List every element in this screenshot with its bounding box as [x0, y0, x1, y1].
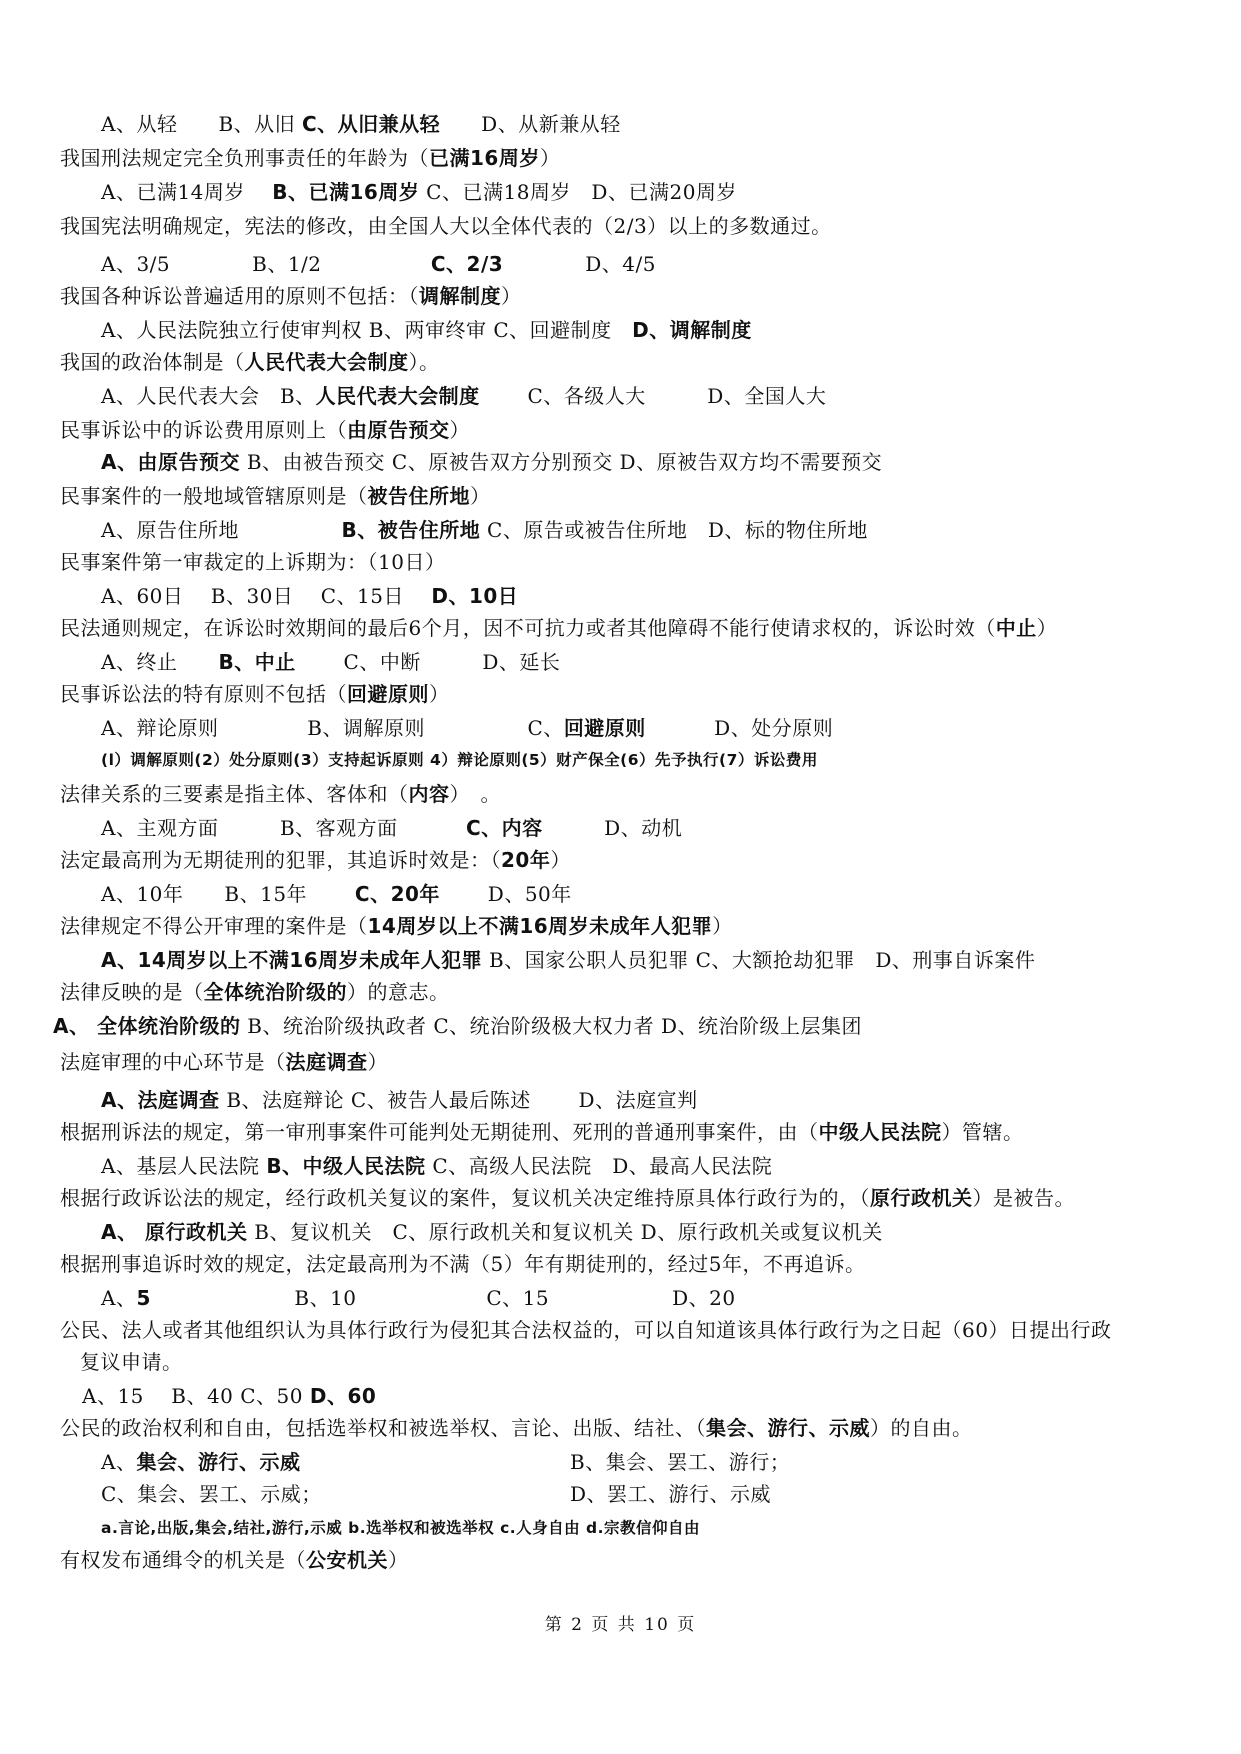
answer-text: C、从旧兼从轻 [302, 112, 441, 136]
text-segment: A、主观方面 B、客观方面 [101, 816, 466, 840]
text-segment: 民事案件第一审裁定的上诉期为：（ [60, 550, 378, 574]
text-segment: 我国的政治体制是（ [60, 350, 245, 374]
answer-text: D、10日 [431, 584, 519, 608]
answer-text: 回避原则 [563, 716, 646, 740]
text-line [101, 748, 818, 772]
text-line [60, 284, 522, 308]
text-segment: ） [470, 484, 491, 508]
answer-text: 公安机关 [306, 1548, 388, 1572]
text-segment: D、处分原则 [645, 716, 834, 740]
answer-text: D、调解制度 [632, 318, 752, 342]
text-line [60, 782, 501, 806]
text-segment: C、中断 D、延长 [295, 650, 561, 674]
text-line [60, 1252, 865, 1276]
text-line [60, 146, 560, 170]
text-line [60, 1120, 1024, 1144]
text-segment: C、高级人民法院 D、最高人民法院 [425, 1154, 773, 1178]
text-line [101, 716, 833, 740]
answer-text: B、已满16周岁 [272, 180, 420, 204]
text-line [101, 1220, 883, 1244]
answer-text: 法庭调查 [285, 1050, 368, 1074]
text-line [101, 1516, 700, 1540]
text-segment: 我国宪法明确规定，宪法的修改，由全国人大以全体代表的（2/3）以上的多数通过。 [60, 214, 832, 238]
text-segment: A、人民法院独立行使审判权 B、两审终审 C、回避制度 [101, 318, 633, 342]
text-line [60, 848, 571, 872]
text-line [101, 318, 752, 342]
text-segment: A、已满14周岁 [101, 180, 273, 204]
text-segment: 复议申请。 [80, 1350, 183, 1374]
answer-text: A、 全体统治阶级的 [53, 1014, 241, 1038]
answer-text: 20年 [501, 848, 551, 872]
text-line [60, 550, 445, 574]
text-line [101, 1088, 698, 1112]
answer-text: (l）调解原则(2）处分原则(3）支持起诉原则 4）辩论原则(5）财产保全(6）先予执行(7）诉讼费用 [101, 751, 818, 769]
text-line [60, 214, 832, 238]
text-segment: B、复议机关 C、原行政机关和复议机关 D、原行政机关或复议机关 [247, 1220, 883, 1244]
answer-text: 集会、游行、示威 [136, 1450, 301, 1474]
text-segment: ）管辖。 [941, 1120, 1024, 1144]
answer-text: 全体统治阶级的 [203, 980, 347, 1004]
text-segment: A、从轻 B、从旧 [101, 112, 302, 136]
text-segment: A、60日 B、30日 C、15日 [101, 584, 432, 608]
text-line [101, 180, 737, 204]
text-line [60, 484, 491, 508]
text-line [101, 384, 826, 408]
answer-text: C、20年 [354, 882, 440, 906]
text-segment: A、10年 B、15年 [101, 882, 355, 906]
text-segment: B、10 C、15 D、20 [150, 1286, 736, 1310]
answer-text: A、14周岁以上不满16周岁未成年人犯罪 [101, 948, 483, 972]
text-segment: B、国家公职人员犯罪 C、大额抢劫犯罪 D、刑事自诉案件 [482, 948, 1036, 972]
text-segment: ） 。 [449, 782, 501, 806]
answer-text: a.言论,出版,集会,结社,游行,示威 b.选举权和被选举权 c.人身自由 d.宗教信仰自由 [101, 1519, 701, 1537]
text-segment: A、基层人民法院 [101, 1154, 267, 1178]
answer-text: C、内容 [466, 816, 543, 840]
text-segment: B、统治阶级执政者 C、统治阶级极大权力者 D、统治阶级上层集团 [240, 1014, 863, 1038]
text-segment: A、终止 [101, 650, 219, 674]
answer-text: 14周岁以上不满16周岁未成年人犯罪 [367, 914, 713, 938]
text-segment: 我国刑法规定完全负刑事责任的年龄为（ [60, 146, 429, 170]
answer-text: B、中级人民法院 [266, 1154, 426, 1178]
text-segment: 根据刑事追诉时效的规定，法定最高刑为不满（5）年有期徒刑的，经过5年，不再追诉。 [60, 1252, 866, 1276]
answer-text: 人民代表大会制度 [315, 384, 480, 408]
text-segment: 法律反映的是（ [60, 980, 204, 1004]
text-segment: A、3/5 B、1/2 [101, 252, 431, 276]
text-line [82, 1384, 376, 1408]
answer-text: B、被告住所地 [341, 518, 481, 542]
text-line [101, 518, 868, 542]
answer-text: 回避原则 [347, 682, 429, 706]
text-segment: C、各级人大 D、全国人大 [479, 384, 827, 408]
text-line [101, 816, 682, 840]
text-segment: ）。 [408, 350, 440, 374]
text-line [101, 948, 1035, 972]
text-segment: 根据行政诉讼法的规定，经行政机关复议的案件，复议机关决定维持原具体行政行为的，（ [60, 1186, 870, 1210]
text-line [101, 1450, 300, 1474]
text-segment: 民事诉讼法的特有原则不包括（ [60, 682, 347, 706]
text-segment: D、罢工、游行、示威 [570, 1482, 772, 1506]
text-line [101, 1482, 322, 1506]
text-segment: D、50年 [439, 882, 572, 906]
text-line [60, 350, 440, 374]
answer-text: 人民代表大会制度 [244, 350, 409, 374]
text-line [570, 1482, 771, 1506]
text-segment: 民事诉讼中的诉讼费用原则上（ [60, 418, 347, 442]
answer-text: D、60 [309, 1384, 377, 1408]
text-line [60, 682, 450, 706]
text-segment: 法庭审理的中心环节是（ [60, 1050, 286, 1074]
text-segment: A、 [101, 1450, 137, 1474]
text-segment: 公民、法人或者其他组织认为具体行政行为侵犯其合法权益的，可以自知道该具体行政行为之日起（60）日提出行政 [60, 1318, 1112, 1342]
text-line [570, 1450, 790, 1474]
text-line [60, 1050, 388, 1074]
text-segment: C、已满18周岁 D、已满20周岁 [419, 180, 737, 204]
page-footer: 第 2 页 共 10 页 [544, 1615, 697, 1635]
text-segment: 我国各种诉讼普遍适用的原则不包括：（ [60, 284, 419, 308]
text-segment: B、集会、罢工、游行； [570, 1450, 791, 1474]
text-segment: 有权发布通缉令的机关是（ [60, 1548, 306, 1572]
text-line [101, 252, 656, 276]
text-line [60, 1318, 1111, 1342]
text-segment: A、15 B、40 C、50 [82, 1384, 310, 1408]
answer-text: 被告住所地 [367, 484, 470, 508]
text-segment: ） [429, 682, 450, 706]
text-segment: ） [501, 284, 522, 308]
text-segment: ）的意志。 [347, 980, 450, 1004]
text-line [60, 914, 733, 938]
text-segment: 法律规定不得公开审理的案件是（ [60, 914, 368, 938]
text-segment: C、原告或被告住所地 D、标的物住所地 [480, 518, 868, 542]
text-segment: ） [1036, 616, 1058, 640]
text-segment: 民法通则规定，在诉讼时效期间的最后6个月，因不可抗力或者其他障碍不能行使请求权的，诉讼时效（ [60, 616, 996, 640]
answer-text: 中级人民法院 [818, 1120, 942, 1144]
answer-text: A、法庭调查 [101, 1088, 220, 1112]
text-segment: 民事案件的一般地域管辖原则是（ [60, 484, 368, 508]
text-line [101, 882, 572, 906]
text-segment: 法律关系的三要素是指主体、客体和（ [60, 782, 409, 806]
text-segment: ）是被告。 [972, 1186, 1075, 1210]
text-line [60, 418, 470, 442]
text-segment: ）的自由。 [870, 1416, 973, 1440]
text-segment: D、从新兼从轻 [440, 112, 621, 136]
answer-text: A、 原行政机关 [101, 1220, 248, 1244]
answer-text: 内容 [408, 782, 450, 806]
text-segment: D、4/5 [503, 252, 656, 276]
text-segment: A、 [101, 1286, 137, 1310]
answer-text: B、中止 [218, 650, 296, 674]
text-line [101, 450, 882, 474]
answer-text: 原行政机关 [870, 1186, 973, 1210]
answer-text: A、由原告预交 [101, 450, 240, 474]
text-segment: A、人民代表大会 B、 [101, 384, 316, 408]
answer-text: 5 [136, 1286, 151, 1310]
text-segment: ） [539, 146, 561, 170]
answer-text: 调解制度 [419, 284, 501, 308]
answer-text: 由原告预交 [347, 418, 450, 442]
text-segment: B、由被告预交 C、原被告双方分别预交 D、原被告双方均不需要预交 [239, 450, 883, 474]
text-line [60, 1548, 409, 1572]
answer-text: 集会、游行、示威 [706, 1416, 870, 1440]
text-segment: B、法庭辩论 C、被告人最后陈述 D、法庭宣判 [219, 1088, 698, 1112]
text-segment: ） [449, 418, 470, 442]
text-segment: 10日 [378, 550, 425, 574]
text-line [101, 112, 621, 136]
text-line [101, 650, 560, 674]
text-line [80, 1350, 183, 1374]
text-line [101, 1286, 736, 1310]
text-segment: ） [424, 550, 446, 574]
text-segment: A、原告住所地 [101, 518, 342, 542]
text-segment: 公民的政治权利和自由，包括选举权和被选举权、言论、出版、结社、（ [60, 1416, 706, 1440]
text-segment: 根据刑诉法的规定，第一审刑事案件可能判处无期徒刑、死刑的普通刑事案件，由（ [60, 1120, 819, 1144]
text-line [101, 1154, 772, 1178]
text-line [101, 584, 518, 608]
text-segment: A、辩论原则 B、调解原则 C、 [101, 716, 564, 740]
text-segment: D、动机 [542, 816, 683, 840]
text-segment: ） [367, 1050, 388, 1074]
text-segment: 法定最高刑为无期徒刑的犯罪，其追诉时效是：（ [60, 848, 501, 872]
text-line [53, 1014, 862, 1038]
answer-text: 已满16周岁 [429, 146, 540, 170]
text-line [60, 616, 1057, 640]
text-segment: ） [712, 914, 733, 938]
text-segment: ） [388, 1548, 409, 1572]
text-line [60, 1416, 973, 1440]
text-segment: ） [550, 848, 571, 872]
text-segment: C、集会、罢工、示威； [101, 1482, 322, 1506]
answer-text: 中止 [995, 616, 1037, 640]
text-line [60, 1186, 1075, 1210]
answer-text: C、2/3 [430, 252, 504, 276]
text-line [60, 980, 450, 1004]
